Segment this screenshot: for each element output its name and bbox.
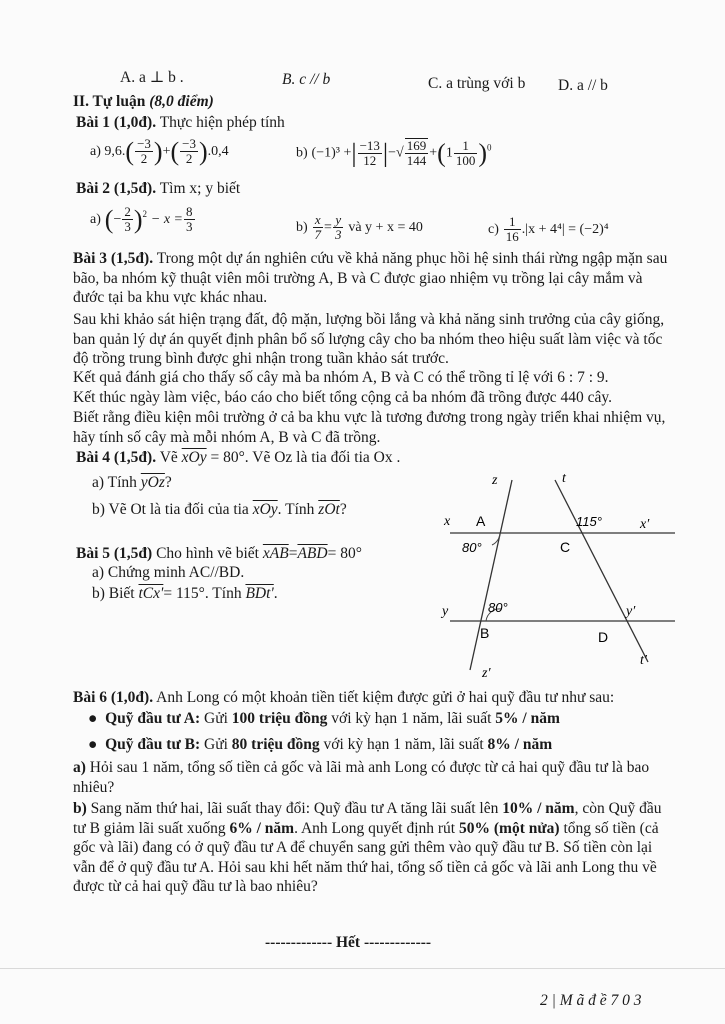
bai1-head: Bài 1 (1,0đ). [76,114,157,131]
bai1-a-label: a) 9,6. [90,144,126,160]
frac-num: −3 [137,136,151,151]
bai1-b-expr3: + [429,145,438,161]
frac-den: 3 [186,219,193,235]
label-tp: t′ [640,653,647,668]
fund-a-label: Quỹ đầu tư A: [105,710,201,727]
part2-title-text: II. Tự luận [73,93,146,110]
frac-num: 8 [186,204,193,220]
option-a: A. a ⊥ b . [120,69,184,86]
bai5-l1b: = 80° [327,545,362,562]
fund-a-text1: Gửi [204,710,228,727]
fund-b-rate: 8% / năm [487,736,553,753]
label-xp: x′ [640,517,650,532]
label-zp: z′ [482,666,491,681]
bai2-heading [76,179,240,198]
bai5-angle-tcx: tCx' [138,585,164,602]
option-c: C. a trùng với b [428,75,526,92]
bai2-part-a: a) (− $\frac{2}{3}$ )$^2$ − x = $\frac{8}{3}$ [90,204,193,235]
bai1-text: Thực hiện phép tính [159,114,285,131]
bai1-b-expr2: − [388,145,397,161]
bai3-para5: Biết rằng điều kiện môi trường ở cả ba khu vực là tương đương trong ngày triển khai nhiệm vụ, hãy tính số cây mà mỗi nhóm A, B và C đã trồng. [73,409,666,446]
bai4-l1b: = 80°. Vẽ Oz là tia đối tia Ox . [210,449,401,466]
bai1-part-b: b) (−1)³ +| $\frac{-13}{12}$ |−√ $\frac{169}{144}$ +(1 $\frac{1}{100}$ )$^0$ [296,137,492,168]
frac-num: 1 [454,139,478,154]
bai1-b-label: b) [296,145,308,161]
fund-a-text2: với kỳ hạn 1 năm, lãi suất [331,710,492,727]
bai6-question-a [73,758,673,797]
label-115: 115° [576,514,602,529]
bai6-b-text4: tổng số tiền (cả gốc và lãi) đang có ở quỹ đầu tư A để chuyển sang gửi thêm vào quỹ đầu tư B. Số tiền còn lại vẫn để ở quỹ đầu tư A. Hỏi sau khi hết năm thứ hai, tổng số tiền cả gốc và lãi anh Long thu về được từ cả hai quỹ đầu tư là bao nhiêu? [73,819,659,895]
bai3-p1: Trong một dự án nghiên cứu về khả năng phục hồi hệ sinh thái rừng ngập mặn sau bão, ba nhóm kỹ thuật viên môi trường A, B và C được giao nhiệm vụ trồng lại cây mắm và đước tại ba khu vực khác nhau. [73,250,668,306]
geometry-figure [430,470,690,685]
bai2-b-tail: và y + x = 40 [348,220,423,236]
fund-b-label: Quỹ đầu tư B: [105,736,201,753]
fund-b-text1: Gửi [204,736,228,753]
bai6-b-text1: Sang năm thứ hai, lãi suất thay đổi: Quỹ đầu tư A tăng lãi suất lên [90,800,499,817]
frac-num: 1 [504,215,521,230]
bai6-intro: Anh Long có một khoản tiền tiết kiệm được gửi ở hai quỹ đầu tư như sau: [156,689,615,706]
bullet-icon: ● [88,710,98,727]
frac-den: 16 [505,229,519,244]
bai2-part-c [488,215,609,244]
bai6-head: Bài 6 (1,0đ). [73,689,154,706]
bai2-b-mid: = [324,220,332,236]
bai4-part-a [92,473,172,492]
frac-den: 144 [406,153,427,168]
frac-den: 3 [334,227,342,242]
label-z: z [492,473,498,488]
line-zz [470,480,512,670]
label-d: D [598,629,609,645]
label-c: C [560,539,571,555]
option-b: B. c // b [282,71,331,88]
fund-b-text2: với kỳ hạn 1 năm, lãi suất [323,736,484,753]
end-marker: ------------- Hết ------------- [265,934,432,951]
bai6-heading [73,688,614,707]
bai4-b-label: b) Vẽ Ot là tia đối của tia [92,501,249,518]
bai6-b-text2: , còn Quỹ đầu tư B giảm lãi suất xuống [73,800,662,837]
label-a: A [476,513,486,529]
bai4-angle-zot: $\overline{zOt}$ [318,501,340,518]
fund-b-amount: 80 triệu đồng [231,736,320,753]
label-80-top: 80° [462,540,482,555]
label-t: t [562,471,566,486]
bai4-b-tail: ? [339,501,347,518]
bai4-angle-yoz: $\overline{yOz}$ [140,474,165,491]
fund-a-rate: 5% / năm [495,710,560,727]
bai6-question-b [73,799,673,897]
bai1-a-mid: .0,4 [207,144,229,160]
frac-den: 2 [140,151,148,166]
label-y: y [442,604,449,619]
bai2-c-label: c) [488,222,499,238]
bai6-b-rate2: 6% / năm [229,819,295,837]
bai1-heading [76,113,285,132]
page-footer: 2 | M ã đ ề 7 0 3 [540,992,642,1009]
bai5-eq: = [288,545,298,562]
bai4-angle-xoy-b: $\overline{xOy}$ [252,501,278,518]
bullet-icon: ● [88,736,98,753]
bai6-b-text3: . Anh Long quyết định rút [294,819,456,837]
frac-num: x [313,213,324,228]
frac-num: 2 [124,204,131,220]
bai5-head: Bài 5 (1,5đ) [76,545,153,562]
frac-den: 3 [124,219,131,235]
frac-den: 100 [455,152,476,168]
label-b: B [480,625,490,641]
bai6-a-text: Hỏi sau 1 năm, tổng số tiền cả gốc và lãi mà anh Long có được từ cả hai quỹ đầu tư là bao nhiêu? [73,759,650,796]
frac-den: 12 [363,152,377,168]
bai5-part-a: a) Chứng minh AC//BD. [92,564,245,581]
frac-num: y [333,213,344,228]
frac-num: −3 [182,136,196,151]
bai1-one: 1 [445,145,453,161]
divider [0,968,725,969]
label-yp: y′ [626,604,636,619]
bai3-para3: Kết quả đánh giá cho thấy số cây mà ba nhóm A, B và C có thể trồng tỉ lệ với 6 : 7 : 9. [73,369,609,386]
bai4-head: Bài 4 (1,5đ). [76,449,157,466]
frac-num: 169 [406,138,427,153]
part2-points: (8,0 điểm) [149,93,214,110]
bai1-part-a: a) 9,6.( $\frac{-3}{2}$ )+( $\frac{-3}{2}$ ).0,4 [90,136,229,166]
bai5-part-b [92,584,278,603]
bai4-b-mid: . Tính [277,501,315,518]
bai4-part-b [92,500,347,519]
angle-arc-a [492,533,500,545]
bai5-angle-xab: $\overline{xAB}$ [262,545,289,562]
bai3-head: Bài 3 (1,5đ). [73,250,154,267]
bai2-text: Tìm x; y biết [159,180,241,197]
frac-num: −13 [359,137,380,153]
bai6-a-label: a) [73,759,86,776]
bai5-b-label: b) Biết [92,585,135,602]
bai5-angle-bdt: BDt' [245,585,274,602]
bai6-fund-a [88,709,560,728]
bai3-para1 [73,249,673,308]
bai4-heading [76,448,400,467]
bai6-b-label: b) [73,800,87,817]
bai6-b-rate1: 10% / năm [502,800,575,817]
bai4-a-label: a) Tính [92,474,137,491]
bai2-part-b [296,213,423,242]
bai3-para2: Sau khi khảo sát hiện trạng đất, độ mặn, lượng bồi lắng và khả năng sinh trưởng của cây giống, ban quản lý dự án quyết định phân bổ số lượng cây cho ba nhóm theo hiệu suất làm việc và tốc độ trồng trung bình được ghi nhận trong tuần khảo sát trước. [73,311,665,367]
part2-title [73,92,214,111]
bai5-angle-abd: $\overline{ABD}$ [297,545,328,562]
frac-den: 7 [314,227,322,242]
bai4-l1: Vẽ [159,449,178,466]
bai2-a-tail: − x = [150,212,183,228]
bai4-a-tail: ? [164,474,172,491]
bai2-minus: − [113,212,122,228]
label-x: x [444,514,451,529]
bai2-a-label: a) [90,212,101,228]
bai2-b-label: b) [296,220,308,236]
bai5-heading [76,544,362,563]
bai1-b-expr1: (−1)³ + [311,145,352,161]
label-80-bottom: 80° [488,600,508,615]
bai6-fund-b [88,735,552,754]
frac-den: 2 [185,151,193,166]
bai4-angle-xoy: $\overline{xOy}$ [181,449,207,466]
option-d: D. a // b [558,77,608,94]
bai2-head: Bài 2 (1,5đ). [76,180,157,197]
bai5-b-mid: = 115°. Tính [163,585,242,602]
bai2-c-tail: .|x + 4⁴| = (−2)⁴ [521,222,609,238]
bai6-b-rate3: 50% (một nửa) [459,819,560,837]
bai5-b-tail: . [273,585,278,602]
bai5-l1: Cho hình vẽ biết [156,545,259,562]
fund-a-amount: 100 triệu đồng [231,710,328,727]
bai3-para4: Kết thúc ngày làm việc, báo cáo cho biết tổng cộng cả ba nhóm đã trồng được 440 cây. [73,389,612,406]
